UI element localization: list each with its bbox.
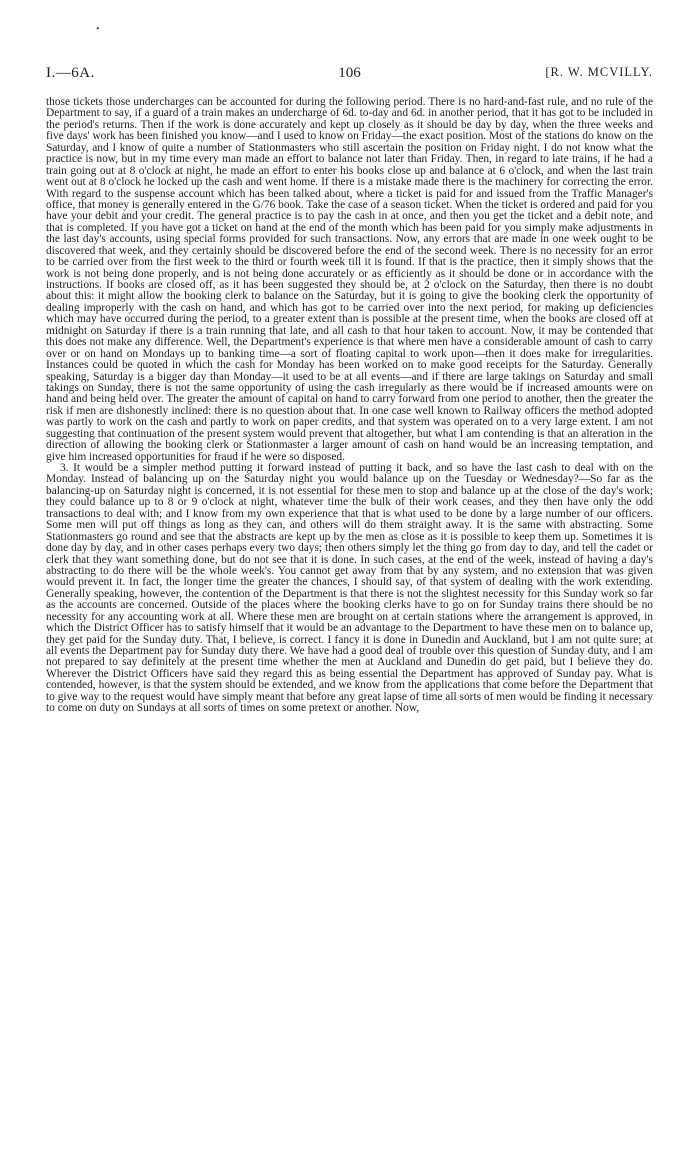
paragraph-1: those tickets those undercharges can be accounted for during the following period. There is no hard-and-fast rule, and no rule of the Department to say, if a guard of a train makes an undercharge of 6d. to-day and 6d. in another period, that it has got to be included in the period's returns. Then if the work is done accurately and kept up closely as it should be day by day, when the three weeks and five days' work has been finished you know—and I used to know on Friday—the exact position. Most of the stations do know on the Saturday, and I know of quite a number of Stationmasters who still ascertain the position on Friday night. I do not know what the practice is now, but in my time every man made an effort to balance not later than Friday. Then, in regard to late trains, if he had a train going out at 8 o'clock at night, he made an effort to enter his books close up and balance at 6 o'clock, and when the last train went out at 8 o'clock he locked up the cash and went home. If there is a mistake made there is the machinery for correcting the error. With regard to the suspense account which has been talked about, where a ticket is paid for and issued from the Traffic Manager's office, that money is generally entered in the G/76 book. Take the case of a season ticket. When the ticket is ordered and paid for you have your debit and your credit. The general practice is to pay the cash in at once, and then you get the ticket and a debit note, and that is completed. If you have got a ticket on hand at the end of the month which has been paid for you simply make adjustments in the last day's accounts, using special forms provided for such transactions. Now, any errors that are made in one week ought to be discovered that week, and they certainly should be discovered before the end of the second week. There is no necessity for an error to be carried over from the first week to the third or fourth week till it is found. If that is the practice, then it simply shows that the work is not being done properly, and is not being done accurately or as efficiently as it should be done or in accordance with the instructions. If books are closed off, as it has been suggested they should be, at 2 o'clock on the Saturday, then there is no doubt about this: it might allow the booking clerk to balance on the Saturday, but it is going to give the booking clerk the opportunity of dealing improperly with the cash on hand, and which has got to be carried over into the next period, for making up deficiencies which may have occurred during the period, to a greater extent than is possible at the present time, when the books are closed off at midnight on Saturday if there is a train running that late, and all cash to that hour taken to account. Now, it may be contended that this does not make any difference. Well, the Department's experience is that where men have a considerable amount of cash to carry over or on hand on Mondays up to banking time—a sort of floating capital to work upon—then it does make for irregularities. Instances could be quoted in which the cash for Monday has been worked on to make good receipts for the Saturday. Generally speaking, Saturday is a bigger day than Monday—it used to be at all events—and if there are large takings on Saturday and small takings on Sunday, there is not the same opportunity of using the cash irregularly as there would be if increased amounts were on hand and being held over. The greater the amount of capital on hand to carry forward from one period to another, then the greater the risk if men are dishonestly inclined: there is no question about that. In one case well known to Railway officers the method adopted was partly to work on the cash and partly to work on paper credits, and that system was operated on to a very large extent. I am not suggesting that continuation of the present system would prevent that altogether, but what I am contending is that an alteration in the direction of allowing the booking clerk or Stationmaster a larger amount of cash on hand would be an increasing temptation, and give him increased opportunities for fraud if he were so disposed. <box>46 96 653 463</box>
body-text <box>46 97 653 715</box>
page-header <box>46 65 653 87</box>
report-reference: I.—6A. <box>46 65 95 81</box>
witness-name: [R. W. MCVILLY. <box>545 65 653 79</box>
page-speck: • <box>96 24 100 35</box>
paragraph-2: 3. It would be a simpler method putting it forward instead of putting it back, and so have the last cash to deal with on the Monday. Instead of balancing up on the Saturday night you would balance up on the Tuesday or Wednesday?—So far as the balancing-up on Saturday night is concerned, it is not essential for these men to stop and balance up at the close of the day's work; they could balance up to 8 or 9 o'clock at night, whatever time the bulk of their work ceases, and they then have only the odd transactions to deal with; and I know from my own experience that that is what used to be done by a large number of our officers. Some men will put off things as long as they can, and others will do them straight away. It is the same with abstracting. Some Stationmasters go round and see that the abstracts are kept up by the men as close as it is possible to keep them up. Sometimes it is done day by day, and in other cases perhaps every two days; then others simply let the thing go from day to day, and tell the cadet or clerk that they want something done, but do not see that it is done. In such cases, at the end of the week, instead of having a day's abstracting to do there will be the whole week's. You cannot get away from that by any system, and no extension that was given would prevent it. In fact, the longer time the greater the chances, I should say, of that system of dealing with the work extending. Generally speaking, however, the contention of the Department is that there is not the slightest necessity for this Sunday work so far as the accounts are concerned. Outside of the places where the booking clerks have to go on for Sunday trains there should be no necessity for any accounting work at all. Where these men are brought on at certain stations where the arrangement is approved, in which the District Officer has to satisfy himself that it would be an advantage to the Department to have these men on to balance up, they get paid for the Sunday duty. That, I believe, is correct. I fancy it is done in Dunedin and Auckland, but I am not quite sure; at all events the Department pay for Sunday duty there. We have had a good deal of trouble over this question of Sunday duty, and I am not prepared to say definitely at the present time whether the men at Auckland and Dunedin do get paid, but I believe they do. Wherever the District Officers have said they regard this as being essential the Department has approved of Sunday pay. What is contended, however, is that the system should be extended, and we know from the applications that come before the Department that to give way to the request would have simply meant that before any great lapse of time all sorts of men would be finding it necessary to come on duty on Sundays at all sorts of times on some pretext or another. Now, <box>46 462 653 715</box>
page-number: 106 <box>338 65 361 81</box>
